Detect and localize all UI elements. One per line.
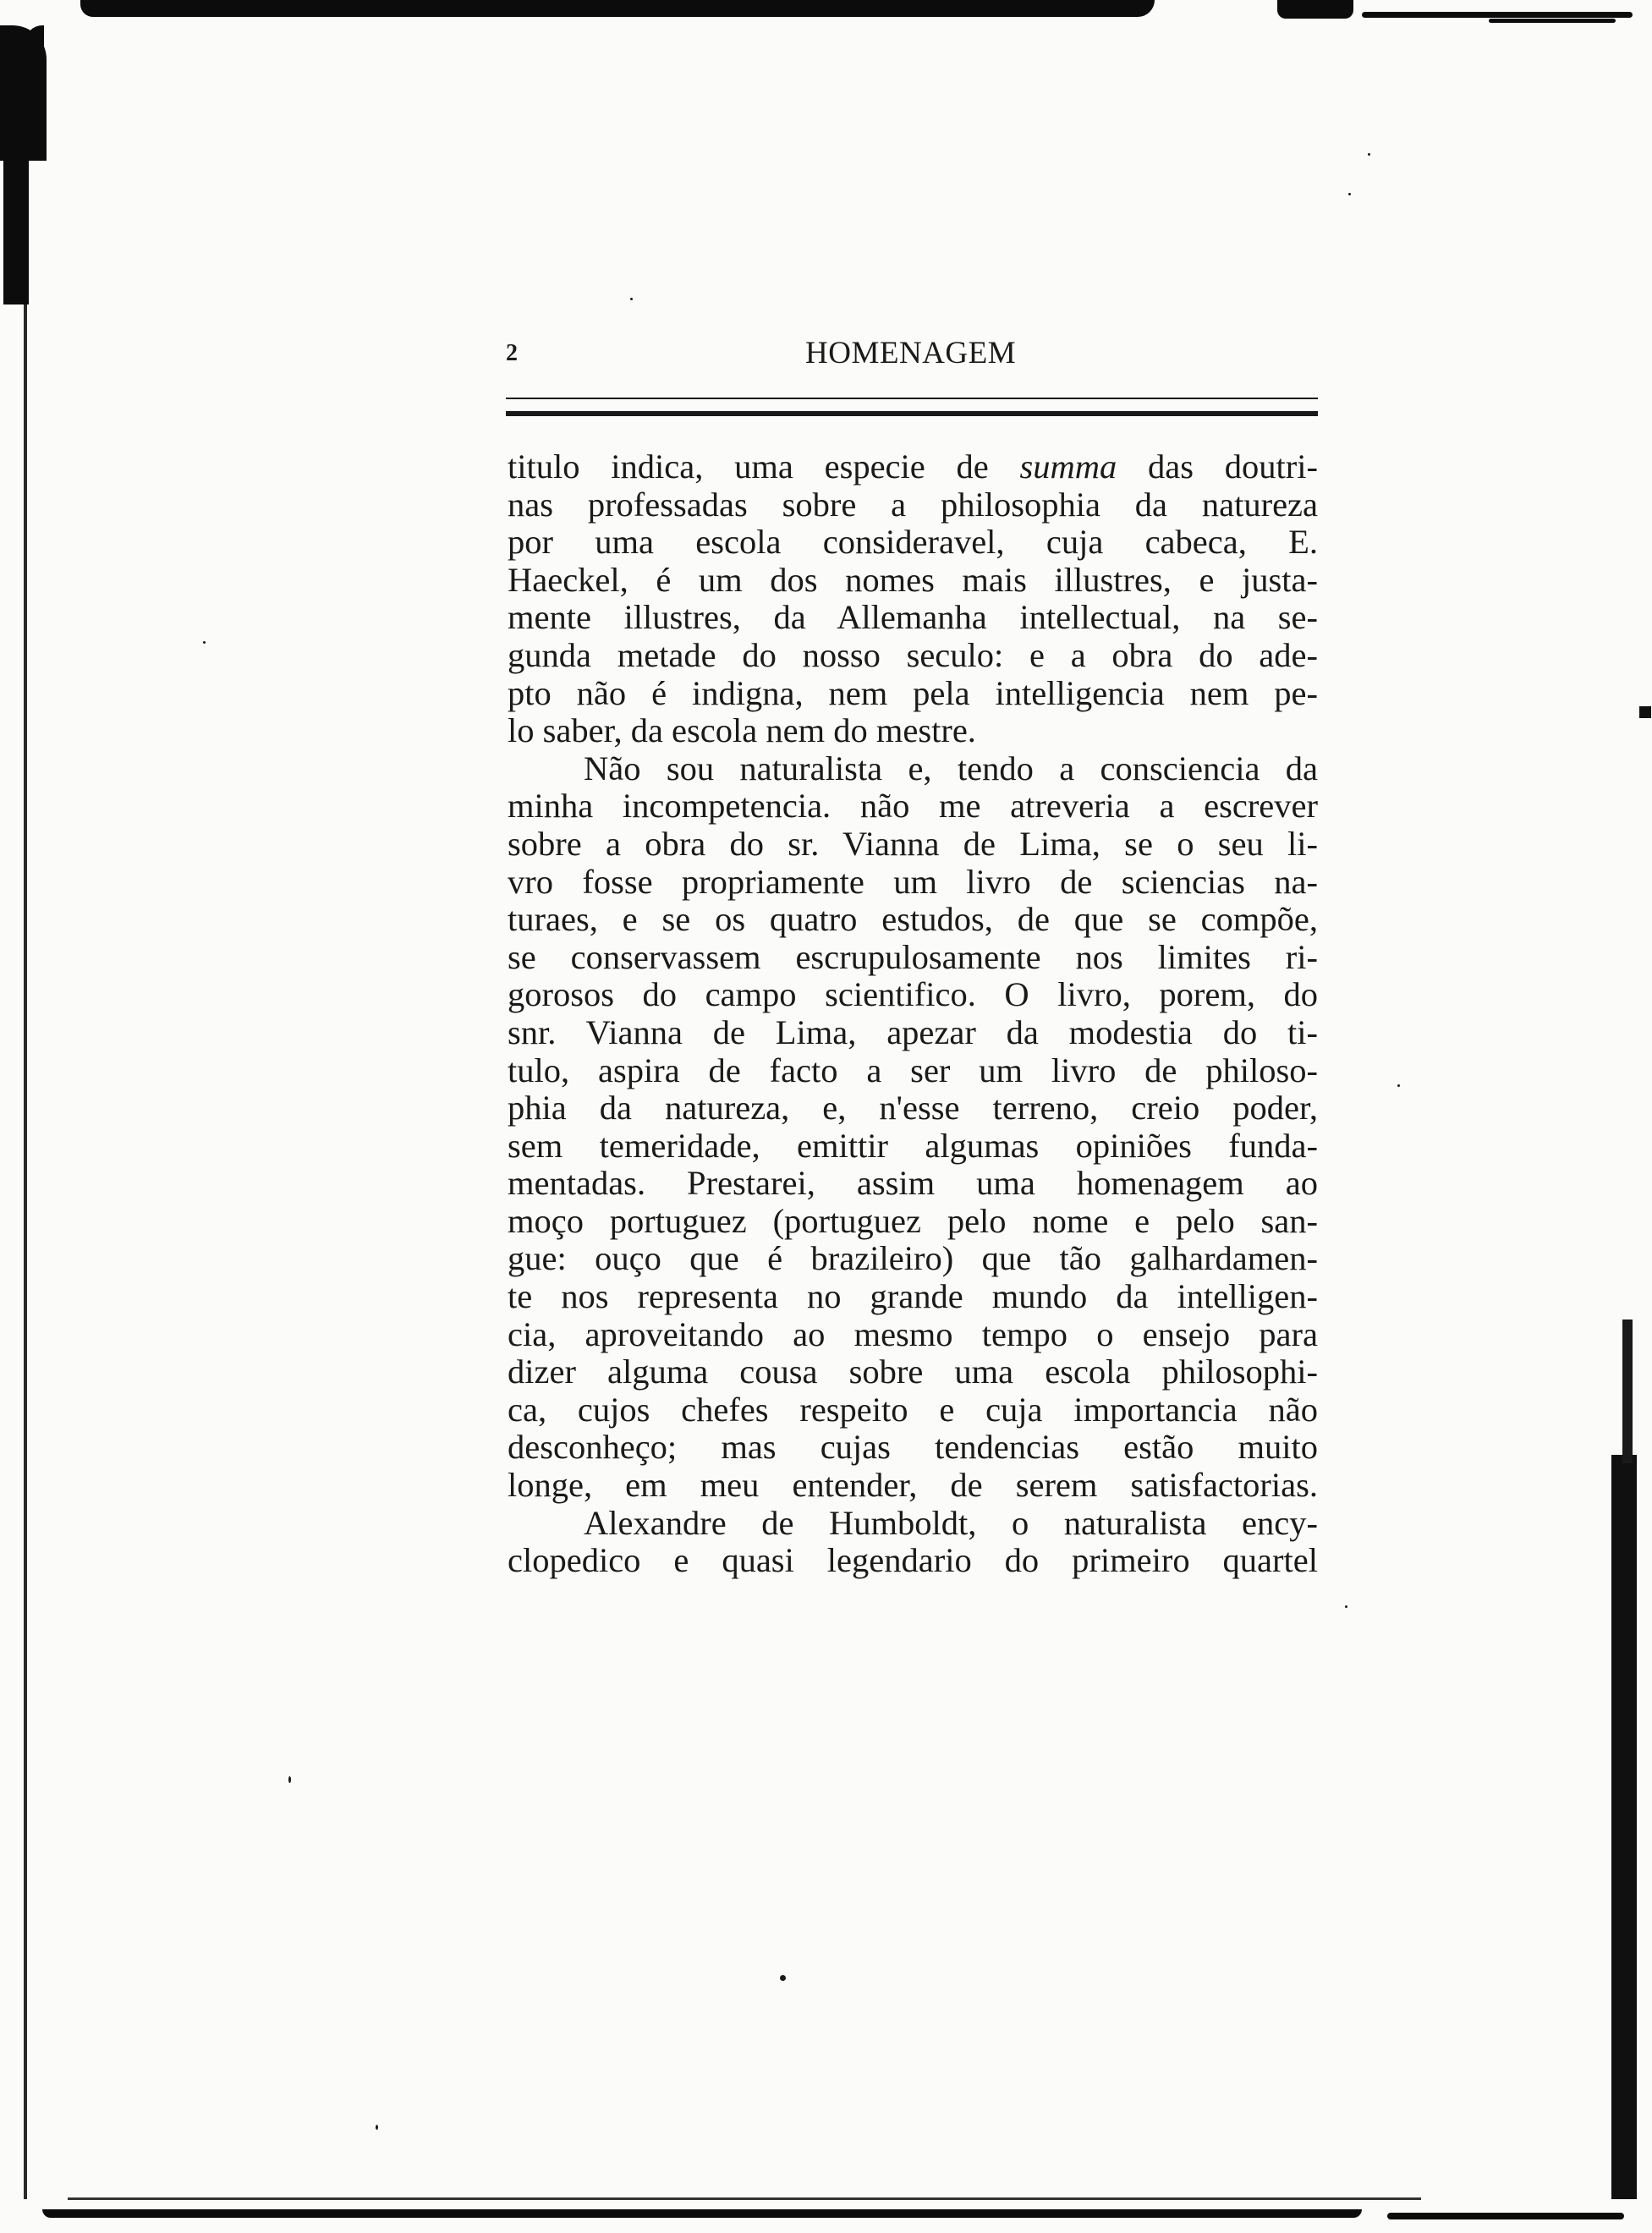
body-text: [508, 448, 1318, 1580]
scan-border-right: [1639, 706, 1651, 718]
text-line: Haeckel, é um dos nomes mais illustres, e justa-: [508, 560, 1318, 599]
running-head: [506, 332, 1318, 376]
text-line: cia, aproveitando ao mesmo tempo o ensejo para: [508, 1314, 1318, 1353]
text-line: por uma escola consideravel, cuja cabeca, E.: [508, 523, 1318, 562]
scan-border-top: [1277, 0, 1353, 19]
scan-border-bottom: [42, 2209, 1362, 2218]
scan-border-left: [25, 25, 44, 118]
text-line: Não sou naturalista e, tendo a consciencia da: [584, 749, 1318, 787]
text-line: ca, cujos chefes respeito e cuja importancia não: [508, 1390, 1318, 1429]
text-line: nas professadas sobre a philosophia da natureza: [508, 485, 1318, 524]
scan-speck: [1368, 153, 1370, 156]
scan-border-top: [1362, 12, 1633, 18]
running-title: HOMENAGEM: [805, 336, 1017, 370]
scan-speck: [780, 1975, 786, 1981]
text-line: gue: ouço que é brazileiro) que tão galhardamen-: [508, 1239, 1318, 1278]
scan-speck: [203, 641, 206, 644]
scan-speck: [1348, 193, 1351, 195]
scan-border-bottom: [68, 2197, 1421, 2200]
scan-border-left: [24, 304, 27, 2199]
text-line: te nos representa no grande mundo da intelligen-: [508, 1277, 1318, 1316]
scan-border-top: [1489, 19, 1616, 23]
scan-speck: [1345, 1605, 1347, 1608]
header-rule-thin: [506, 398, 1318, 399]
scan-border-right: [1611, 1455, 1637, 2199]
text-line: mente illustres, da Allemanha intellectual, na se-: [508, 598, 1318, 637]
text-line: moço portuguez (portuguez pelo nome e pelo san-: [508, 1201, 1318, 1240]
text-line: snr. Vianna de Lima, apezar da modestia do ti-: [508, 1012, 1318, 1051]
text-line: gorosos do campo scientifico. O livro, porem, do: [508, 975, 1318, 1014]
text-line: mentadas. Prestarei, assim uma homenagem ao: [508, 1164, 1318, 1203]
text-line: tulo, aspira de facto a ser um livro de philoso-: [508, 1051, 1318, 1089]
text-line: sem temeridade, emittir algumas opiniões funda-: [508, 1126, 1318, 1165]
scan-border-top: [80, 0, 1155, 17]
text-line: titulo indica, uma especie de summa das doutri-: [508, 447, 1318, 486]
scan-speck: [630, 298, 633, 300]
text-line: pto não é indigna, nem pela intelligencia nem pe-: [508, 673, 1318, 712]
text-line: desconheço; mas cujas tendencias estão muito: [508, 1428, 1318, 1467]
text-line: Alexandre de Humboldt, o naturalista ency-: [584, 1503, 1318, 1542]
scan-speck: [376, 2125, 378, 2130]
header-rule-thick: [506, 411, 1318, 416]
text-line: sobre a obra do sr. Vianna de Lima, se o seu li-: [508, 824, 1318, 863]
scan-border-right: [1622, 1320, 1633, 1463]
text-line: lo saber, da escola nem do mestre.: [508, 711, 976, 750]
text-line: vro fosse propriamente um livro de sciencias na-: [508, 862, 1318, 901]
scan-border-left: [3, 135, 29, 304]
text-line: gunda metade do nosso seculo: e a obra do ade-: [508, 635, 1318, 674]
scan-border-bottom: [1387, 2213, 1624, 2219]
text-line: phia da natureza, e, n'esse terreno, creio poder,: [508, 1089, 1318, 1127]
text-line: se conservassem escrupulosamente nos limites ri-: [508, 937, 1318, 976]
text-line: clopedico e quasi legendario do primeiro quartel: [508, 1541, 1318, 1580]
scan-speck: [1397, 1084, 1400, 1087]
scan-speck: [288, 1776, 291, 1783]
text-line: minha incompetencia. não me atreveria a escrever: [508, 787, 1318, 826]
text-line: longe, em meu entender, de serem satisfactorias.: [508, 1466, 1318, 1505]
emphasis-summa: summa: [1019, 447, 1117, 486]
text-line: dizer alguma cousa sobre uma escola philosophi-: [508, 1352, 1318, 1391]
text-line: turaes, e se os quatro estudos, de que se compõe,: [508, 900, 1318, 939]
page-number: 2: [506, 340, 518, 366]
